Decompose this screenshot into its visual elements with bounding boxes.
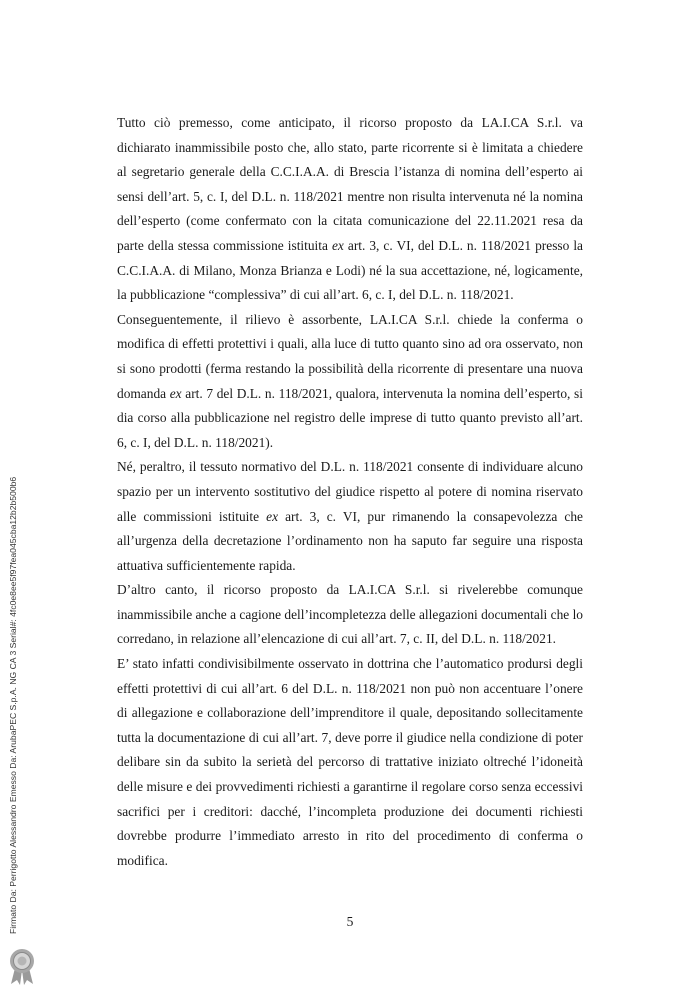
- paragraph-3: [117, 455, 583, 578]
- italic-text: ex: [266, 508, 279, 524]
- paragraph-text: Né, peraltro, il tessuto normativo del D.L. n. 118/2021 consente di individuare alcuno spazio per un intervento sostitutivo del giudice rispetto al potere di nomina riservato alle commissioni istituite: [117, 459, 583, 524]
- paragraph-text: D’altro canto, il ricorso proposto da LA.I.CA S.r.l. si rivelerebbe comunque inammissibile anche a cagione dell’incompletezza delle allegazioni documentali che lo corredano, in relazione all’elencazione di cui all’art. 7, c. II, del D.L. n. 118/2021.: [117, 582, 583, 647]
- paragraph-1: [117, 111, 583, 308]
- italic-text: ex: [331, 237, 344, 253]
- document-body: [117, 111, 583, 873]
- italic-text: ex: [169, 385, 182, 401]
- paragraph-text: Tutto ciò premesso, come anticipato, il ricorso proposto da LA.I.CA S.r.l. va dichiarato inammissibile posto che, allo stato, parte ricorrente si è limitata a chiedere al segretario generale della C.C.I.A.A. di Brescia l’istanza di nomina dell’esperto ai sensi dell’art. 5, c. I, del D.L. n. 118/2021 mentre non risulta intervenuta né la nomina dell’esperto (come confermato con la citata comunicazione del 22.11.2021 resa da parte della stessa commissione istituita: [117, 115, 583, 253]
- paragraph-4: [117, 578, 583, 652]
- paragraph-text: E’ stato infatti condivisibilmente osservato in dottrina che l’automatico prodursi degli effetti protettivi di cui all’art. 6 del D.L. n. 118/2021 non può non accentuare l’onere di allegazione e collaborazione dell’imprenditore il quale, depositando sollecitamente tutta la documentazione di cui all’art. 7, deve porre il giudice nella condizione di poter delibare sin da subito la serietà del percorso di trattative iniziato oltreché l’idoneità delle misure e dei provvedimenti richiesti a garantirne il regolare corso senza eccessivi sacrifici per i creditori: dacché, l’incompleta produzione dei documenti richiesti dovrebbe produrre l’immediato arresto in rito del procedimento di conferma o modifica.: [117, 656, 583, 868]
- digital-signature-stamp: [6, 476, 20, 934]
- certificate-seal-icon: [8, 948, 36, 986]
- paragraph-text: art. 7 del D.L. n. 118/2021, qualora, intervenuta la nomina dell’esperto, si dia corso alla pubblicazione nel registro delle imprese di tutto quanto previsto all’art. 6, c. I, del D.L. n. 118/2021).: [117, 385, 583, 450]
- paragraph-5: [117, 652, 583, 873]
- page-number: 5: [346, 914, 354, 929]
- paragraph-text: art. 3, c. VI, pur rimanendo la consapevolezza che all’urgenza della decretazione l’ordinamento non ha saputo far seguire una risposta attuativa sufficientemente rapida.: [117, 508, 583, 573]
- paragraph-2: [117, 308, 583, 456]
- signature-stamp-text: Firmato Da: Perrigotto Alessandro Emesso Da: ArubaPEC S.p.A. NG CA 3 Serial#: 4fc0e8ee5f97fea045cba12b2b500b6: [8, 476, 18, 934]
- paragraph-text: art. 3, c. VI, del D.L. n. 118/2021 presso la C.C.I.A.A. di Milano, Monza Brianza e Lodi) né la sua accettazione, né, logicamente, la pubblicazione “complessiva” di cui all’art. 6, c. I, del D.L. n. 118/2021.: [117, 237, 584, 303]
- paragraph-text: Conseguentemente, il rilievo è assorbente, LA.I.CA S.r.l. chiede la conferma o modifica di effetti protettivi i quali, alla luce di tutto quanto sino ad ora osservato, non si sono prodotti (ferma restando la possibilità della ricorrente di presentare una nuova domanda: [117, 311, 583, 401]
